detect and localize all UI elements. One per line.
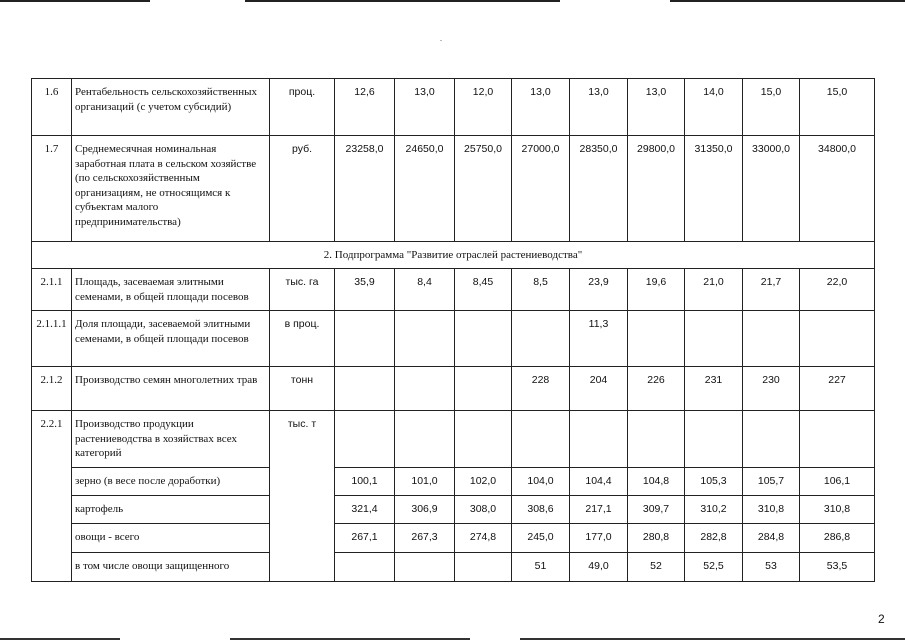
value-cell: 14,0: [685, 79, 743, 136]
value-cell: 13,0: [395, 79, 455, 136]
value-cell: 23258,0: [335, 136, 395, 242]
value-cell: 19,6: [628, 269, 685, 311]
value-cell: 27000,0: [512, 136, 570, 242]
value-cell: [800, 311, 875, 367]
value-cell: 100,1: [335, 468, 395, 496]
value-cell: [512, 311, 570, 367]
indicator-name: Доля площади, засеваемой элитными семенами, в общей площади посевов: [72, 311, 270, 367]
page-number: 2: [878, 612, 885, 626]
value-cell: 34800,0: [800, 136, 875, 242]
table-row: [32, 136, 875, 242]
value-cell: [628, 311, 685, 367]
indicator-name: Площадь, засеваемая элитными семенами, в общей площади посевов: [72, 269, 270, 311]
value-cell: 101,0: [395, 468, 455, 496]
row-number: 2.1.1.1: [32, 311, 72, 367]
table-row: [32, 411, 875, 468]
section-row: [32, 242, 875, 269]
unit-cell: проц.: [270, 79, 335, 136]
table-row: [32, 468, 875, 496]
value-cell: 53,5: [800, 553, 875, 582]
value-cell: 204: [570, 367, 628, 411]
value-cell: [335, 411, 395, 468]
value-cell: 309,7: [628, 496, 685, 524]
value-cell: 11,3: [570, 311, 628, 367]
value-cell: 21,0: [685, 269, 743, 311]
value-cell: 177,0: [570, 524, 628, 553]
unit-cell: тыс. т: [270, 411, 335, 582]
value-cell: 8,45: [455, 269, 512, 311]
value-cell: 31350,0: [685, 136, 743, 242]
value-cell: [455, 367, 512, 411]
value-cell: [455, 411, 512, 468]
value-cell: 21,7: [743, 269, 800, 311]
table-row: [32, 367, 875, 411]
value-cell: 274,8: [455, 524, 512, 553]
value-cell: [395, 553, 455, 582]
value-cell: 13,0: [570, 79, 628, 136]
value-cell: 105,7: [743, 468, 800, 496]
unit-cell: руб.: [270, 136, 335, 242]
value-cell: 104,0: [512, 468, 570, 496]
value-cell: 24650,0: [395, 136, 455, 242]
value-cell: 13,0: [512, 79, 570, 136]
value-cell: 310,2: [685, 496, 743, 524]
value-cell: 267,3: [395, 524, 455, 553]
value-cell: 29800,0: [628, 136, 685, 242]
value-cell: 52,5: [685, 553, 743, 582]
value-cell: [743, 311, 800, 367]
row-number: 2.1.1: [32, 269, 72, 311]
table-row: [32, 524, 875, 553]
value-cell: [455, 311, 512, 367]
value-cell: 284,8: [743, 524, 800, 553]
value-cell: 306,9: [395, 496, 455, 524]
indicator-name: Рентабельность сельскохозяйственных организаций (с учетом субсидий): [72, 79, 270, 136]
value-cell: 52: [628, 553, 685, 582]
unit-cell: тыс. га: [270, 269, 335, 311]
value-cell: [335, 367, 395, 411]
scan-speck: [440, 40, 442, 41]
row-number: 1.7: [32, 136, 72, 242]
value-cell: [512, 411, 570, 468]
indicators-table: [31, 78, 875, 582]
value-cell: 308,6: [512, 496, 570, 524]
value-cell: 22,0: [800, 269, 875, 311]
row-number: 2.1.2: [32, 367, 72, 411]
value-cell: 217,1: [570, 496, 628, 524]
value-cell: [395, 311, 455, 367]
value-cell: 310,8: [743, 496, 800, 524]
value-cell: [335, 311, 395, 367]
value-cell: 15,0: [800, 79, 875, 136]
table-row: [32, 311, 875, 367]
value-cell: 230: [743, 367, 800, 411]
value-cell: 104,4: [570, 468, 628, 496]
value-cell: 53: [743, 553, 800, 582]
table-row: [32, 496, 875, 524]
value-cell: 106,1: [800, 468, 875, 496]
value-cell: [335, 553, 395, 582]
unit-cell: в проц.: [270, 311, 335, 367]
value-cell: 280,8: [628, 524, 685, 553]
value-cell: 105,3: [685, 468, 743, 496]
value-cell: [685, 311, 743, 367]
subprogram-heading: 2. Подпрограмма "Развитие отраслей растениеводства": [32, 242, 875, 269]
indicator-name: Производство семян многолетних трав: [72, 367, 270, 411]
value-cell: 228: [512, 367, 570, 411]
value-cell: 267,1: [335, 524, 395, 553]
indicator-subitem: овощи - всего: [72, 524, 270, 553]
value-cell: 23,9: [570, 269, 628, 311]
value-cell: [395, 411, 455, 468]
value-cell: 308,0: [455, 496, 512, 524]
table-row: [32, 79, 875, 136]
value-cell: 8,4: [395, 269, 455, 311]
value-cell: 102,0: [455, 468, 512, 496]
value-cell: 35,9: [335, 269, 395, 311]
value-cell: 51: [512, 553, 570, 582]
unit-cell: тонн: [270, 367, 335, 411]
indicator-subitem: зерно (в весе после доработки): [72, 468, 270, 496]
row-number: 1.6: [32, 79, 72, 136]
value-cell: [685, 411, 743, 468]
table-row: [32, 553, 875, 582]
value-cell: 286,8: [800, 524, 875, 553]
value-cell: [800, 411, 875, 468]
value-cell: 33000,0: [743, 136, 800, 242]
value-cell: 104,8: [628, 468, 685, 496]
indicator-subitem: в том числе овощи защищенного: [72, 553, 270, 582]
value-cell: [455, 553, 512, 582]
indicator-name: Среднемесячная номинальная заработная плата в сельском хозяйстве (по сельскохозяйственным организациям, не относящимся к субъектам малого предпринимательства): [72, 136, 270, 242]
value-cell: 12,0: [455, 79, 512, 136]
value-cell: 231: [685, 367, 743, 411]
value-cell: 25750,0: [455, 136, 512, 242]
row-number: 2.2.1: [32, 411, 72, 582]
value-cell: 8,5: [512, 269, 570, 311]
value-cell: 245,0: [512, 524, 570, 553]
value-cell: [628, 411, 685, 468]
value-cell: [395, 367, 455, 411]
value-cell: 227: [800, 367, 875, 411]
value-cell: 12,6: [335, 79, 395, 136]
value-cell: 15,0: [743, 79, 800, 136]
value-cell: 282,8: [685, 524, 743, 553]
value-cell: [570, 411, 628, 468]
value-cell: 28350,0: [570, 136, 628, 242]
value-cell: 13,0: [628, 79, 685, 136]
table-row: [32, 269, 875, 311]
value-cell: 310,8: [800, 496, 875, 524]
value-cell: 49,0: [570, 553, 628, 582]
value-cell: 321,4: [335, 496, 395, 524]
indicator-name: Производство продукции растениеводства в хозяйствах всех категорий: [72, 411, 270, 468]
value-cell: [743, 411, 800, 468]
scan-edge-top: [0, 0, 905, 2]
indicator-subitem: картофель: [72, 496, 270, 524]
value-cell: 226: [628, 367, 685, 411]
